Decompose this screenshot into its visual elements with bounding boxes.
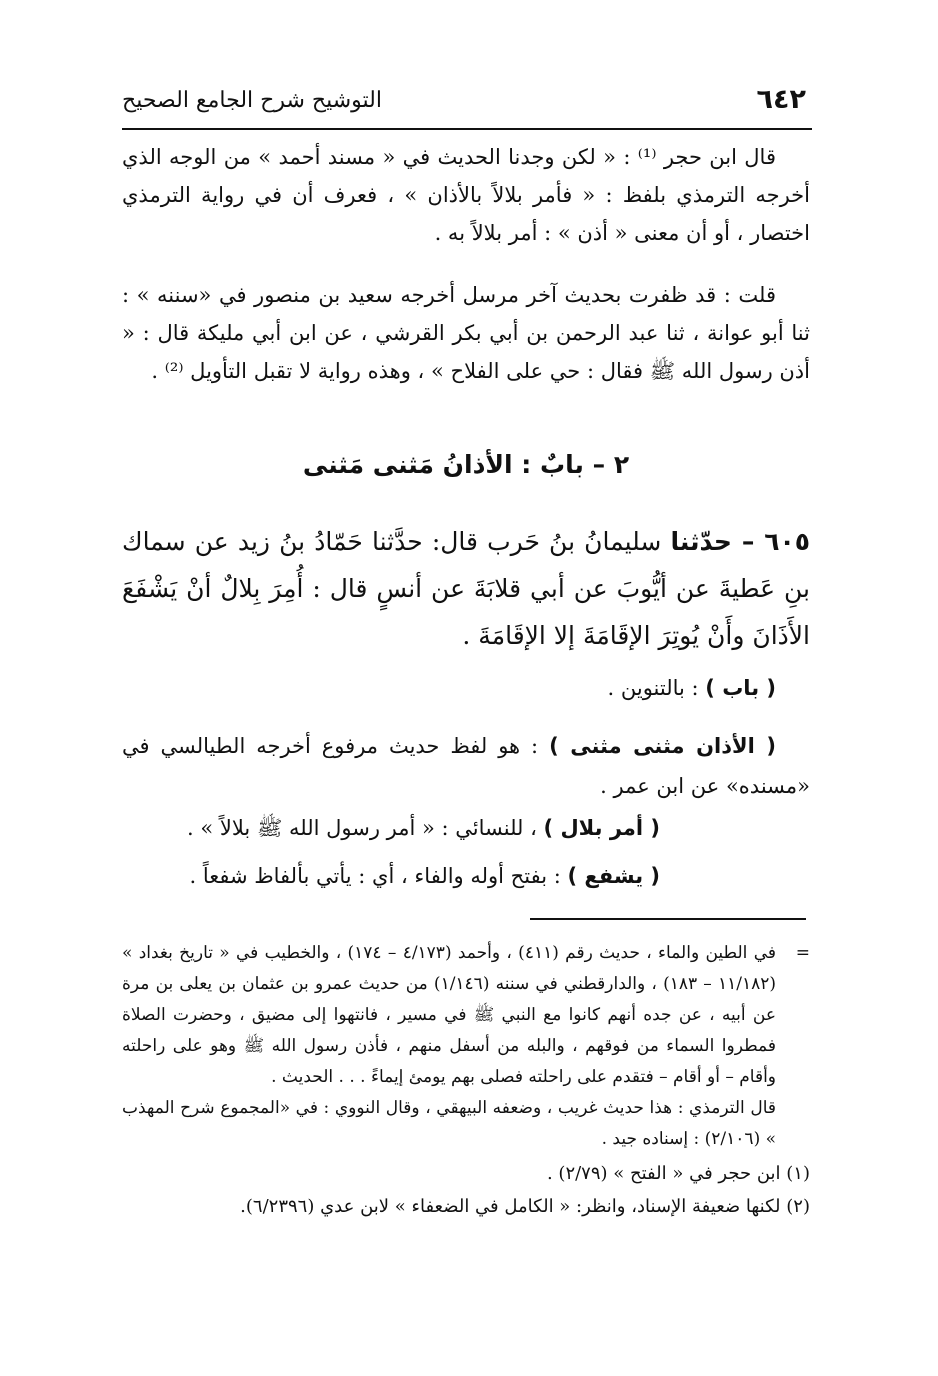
commentary-term: ( الأذان مثنى مثنى ) xyxy=(549,734,777,758)
commentary-item-2 xyxy=(122,726,810,806)
hadith-body: سليمانُ بنُ حَرب قال: حدَّثنا حَمّادُ بنُ زيد عن سماك بنِ عَطيةَ عن أيُّوبَ عن أبي قلابَةَ عن أنسٍ قال : أُمِرَ بِلالٌ أنْ يَشْفَعَ الأَذَانَ وأَنْ يُوتِرَ الإقَامَةَ إلا الإقَامَةَ . xyxy=(122,527,810,650)
page-header xyxy=(122,84,812,130)
footnotes xyxy=(122,938,810,1223)
commentary-text: : بفتح أوله والفاء ، أي : يأتي بألفاظ شفعاً . xyxy=(189,864,568,888)
paragraph-text: قال ابن حجر ⁽¹⁾ : « لكن وجدنا الحديث في « مسند أحمد » من الوجه الذي أخرجه الترمذي بلفظ : « فأمر بلالاً بالأذان » ، فعرف أن في رواية الترمذي اختصار ، أو أن معنى « أذن » : أمر بلالاً به . xyxy=(122,145,810,245)
body-paragraph-1 xyxy=(122,138,810,252)
commentary-term: ( أمر بلال ) xyxy=(543,816,660,840)
page-number: ٦٤٢ xyxy=(756,84,806,115)
commentary-term: ( باب ) xyxy=(705,676,776,700)
commentary-item-4 xyxy=(122,856,810,896)
footnote-1: (١) ابن حجر في « الفتح » (٢/٧٩) . xyxy=(546,1163,810,1184)
commentary-item-1 xyxy=(122,668,810,708)
body-paragraph-2 xyxy=(122,276,810,390)
commentary-term: ( يشفع ) xyxy=(567,864,660,888)
commentary-text: ، للنسائي : « أمر رسول الله ﷺ بلالاً » . xyxy=(187,816,544,840)
commentary-text: : هو لفظ حديث مرفوع أخرجه الطيالسي في «مسنده» عن ابن عمر . xyxy=(122,734,810,798)
hadith-number: ٦٠٥ – حدّثنا xyxy=(670,527,810,556)
commentary-text: : بالتنوين . xyxy=(607,676,706,700)
running-title: التوشيح شرح الجامع الصحيح xyxy=(122,88,382,113)
footnote-divider xyxy=(530,918,806,920)
footnote-continuation: = في الطين والماء ، حديث رقم (٤١١) ، وأحمد (٤/١٧٣ – ١٧٤) ، والخطيب في « تاريخ بغداد » (١١/١٨٢ – ١٨٣) ، والدارقطني في سننه (١/١٤٦) من حديث عمرو بن عثمان بن يعلى بن مرة عن أبيه ، عن جده أنهم كانوا مع النبي ﷺ في مسير ، فانتهوا إلى مضيق ، وحضرت الصلاة فمطروا السماء من فوقهم ، والبله من أسفل منهم ، فأذن رسول الله ﷺ وهو على راحلته وأقام – أو أقام – فتقدم على راحلته فصلى بهم يومئ إيماءً . . . الحديث . xyxy=(122,938,810,1093)
hadith-text xyxy=(122,518,810,659)
chapter-heading: ٢ – بابٌ : الأذانُ مَثنى مَثنى xyxy=(302,450,630,479)
footnote-tirmidhi: قال الترمذي : هذا حديث غريب ، وضعفه البيهقي ، وقال النووي : في «المجموع شرح المهذب » (٢/١٠٦) : إسناده جيد . xyxy=(122,1098,776,1149)
commentary-item-3 xyxy=(122,808,810,848)
paragraph-text: قلت : قد ظفرت بحديث آخر مرسل أخرجه سعيد بن منصور في «سننه » : ثنا أبو عوانة ، ثنا عبد الرحمن بن أبي بكر القرشي ، عن ابن أبي مليكة قال : « أذن رسول الله ﷺ فقال : حي على الفلاح » ، وهذه رواية لا تقبل التأويل ⁽²⁾ . xyxy=(122,283,810,383)
footnote-2: (٢) لكنها ضعيفة الإسناد، وانظر: « الكامل في الضعفاء » لابن عدي (٦/٢٣٩٦). xyxy=(240,1196,810,1217)
